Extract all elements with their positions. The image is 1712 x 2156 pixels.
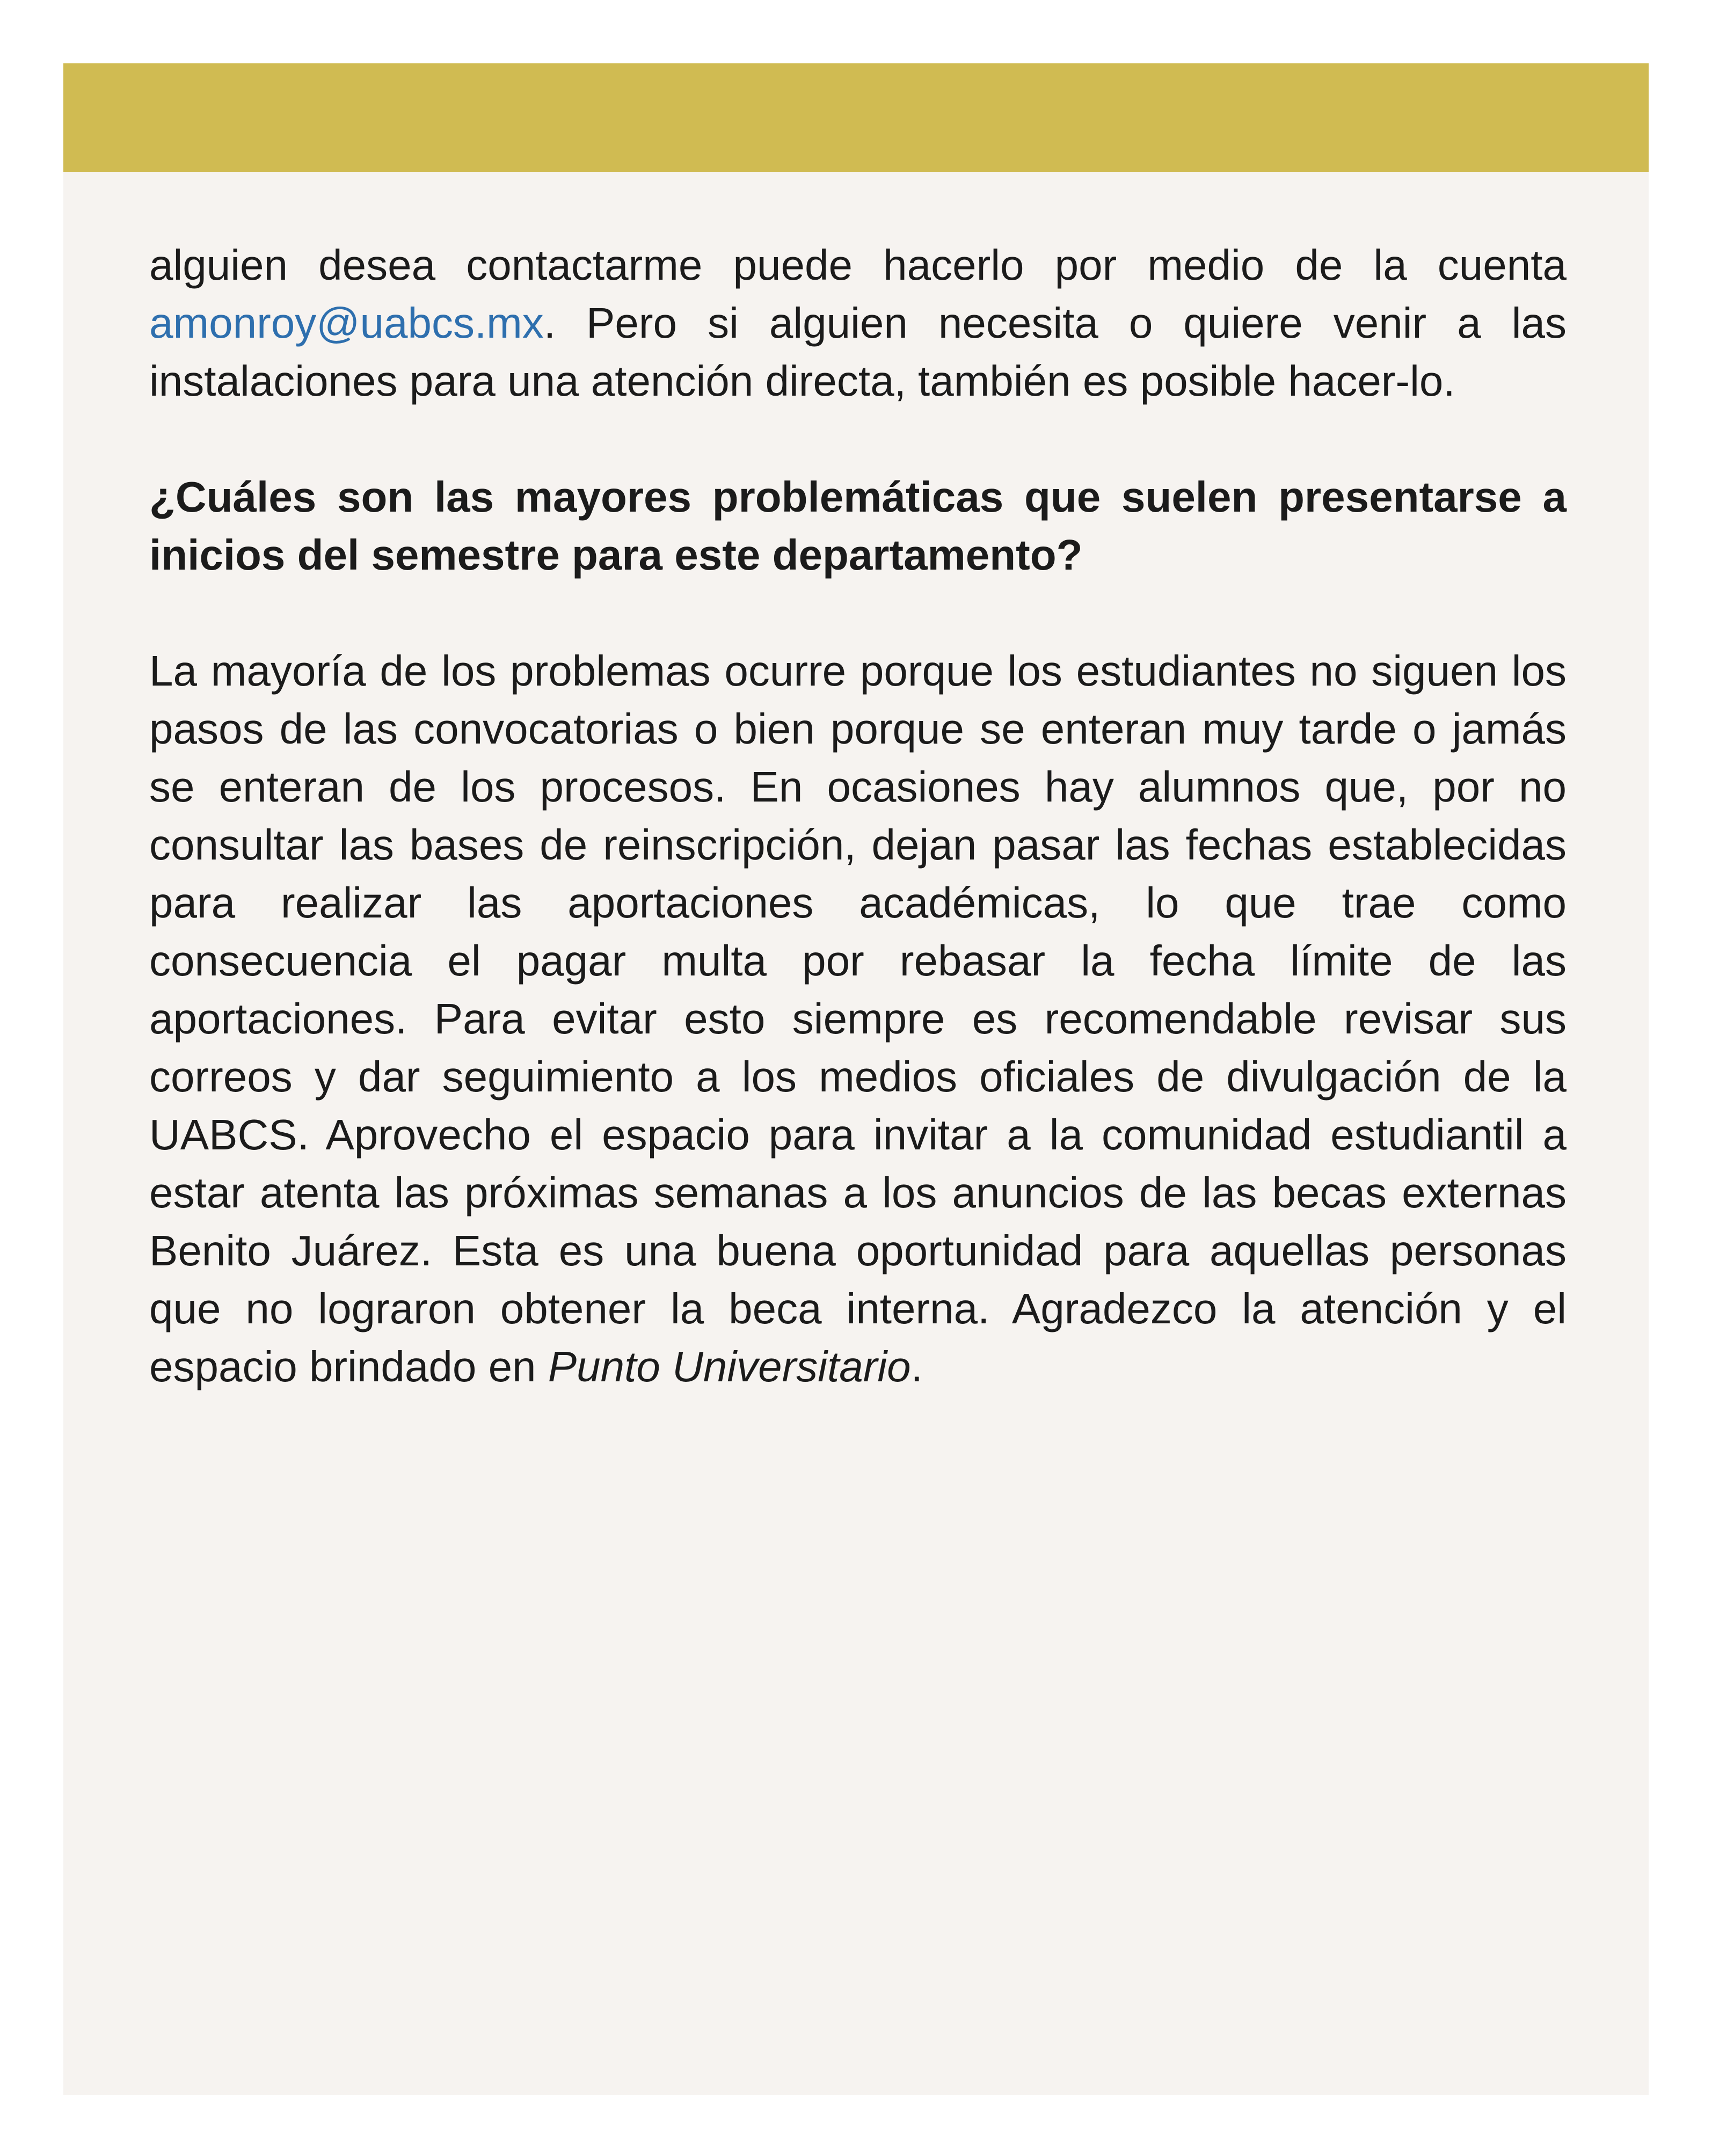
intro-text-before: alguien desea contactarme puede hacerlo por medio de la cuenta [149,241,1567,289]
header-band [63,63,1649,172]
intro-text-after: . Pero si alguien necesita o quiere venir a las instalaciones para una atención directa, también es posible hacer-lo. [149,299,1567,405]
interview-question: ¿Cuáles son las mayores problemáticas que suelen presentarse a inicios del semestre para este departamento? [149,473,1567,579]
article-body [149,236,1567,1396]
publication-name: Punto Universitario [548,1343,911,1390]
intro-paragraph [149,236,1567,410]
answer-text: La mayoría de los problemas ocurre porque los estudiantes no siguen los pasos de las convocatorias o bien porque se enteran muy tarde o jamás se enteran de los procesos. En ocasiones hay alumnos que, por no consultar las bases de reinscripción, dejan pasar las fechas establecidas para realizar las aportaciones académicas, lo que trae como consecuencia el pagar multa por rebasar la fecha límite de las aportaciones. Para evitar esto siempre es recomendable revisar sus correos y dar seguimiento a los medios oficiales de divulgación de la UABCS. Aprovecho el espacio para invitar a la comunidad estudiantil a estar atenta las próximas semanas a los anuncios de las becas externas Benito Juárez. Esta es una buena oportunidad para aquellas personas que no lograron obtener la beca interna. Agradezco la atención y el espacio brindado en [149,647,1567,1390]
email-link[interactable]: amonroy@uabcs.mx [149,299,544,347]
answer-paragraph [149,642,1567,1396]
page-panel [63,63,1649,2095]
answer-end: . [910,1343,923,1390]
